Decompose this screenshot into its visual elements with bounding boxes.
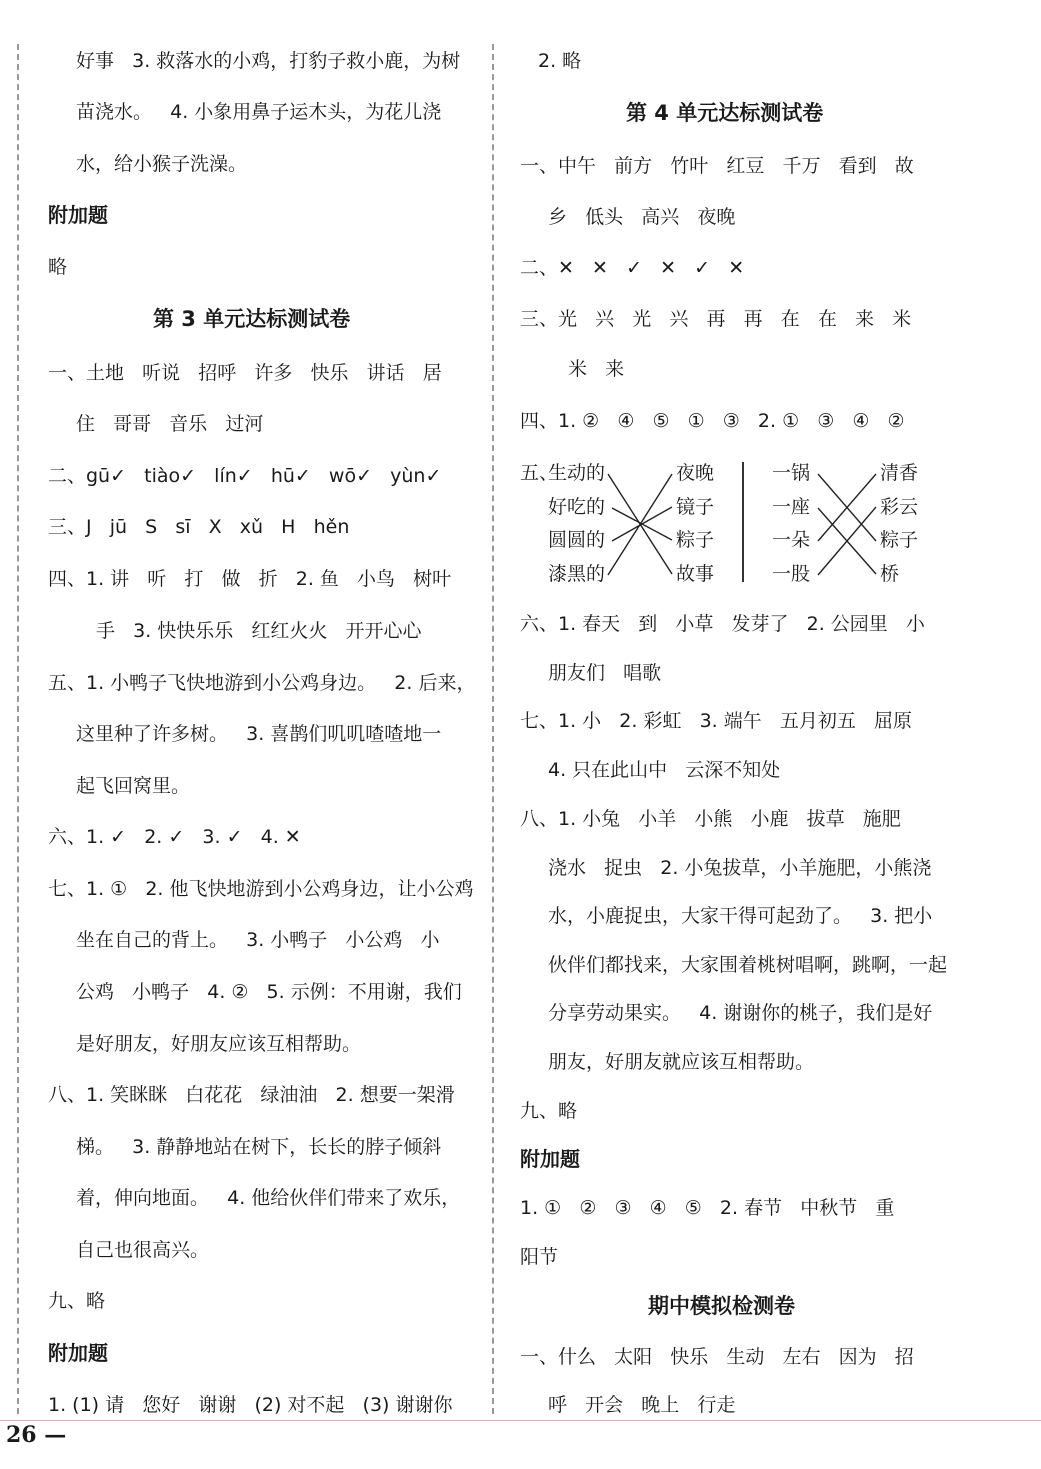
text-line: 六、1. ✓ 2. ✓ 3. ✓ 4. ✕: [48, 826, 301, 848]
text-line: 朋友，好朋友就应该互相帮助。: [548, 1051, 815, 1073]
text-line: 公鸡 小鸭子 4. ② 5. 示例：不用谢，我们: [76, 981, 462, 1003]
text-line: 一、土地 听说 招呼 许多 快乐 讲话 居: [48, 362, 442, 384]
match-item: 清香: [880, 462, 919, 484]
text-line: 呼 开会 晚上 行走: [548, 1394, 736, 1416]
text-line: 二、gū✓ tiào✓ lín✓ hū✓ wō✓ yùn✓: [48, 465, 442, 487]
question-label: 五、: [520, 462, 559, 484]
text-line: 水，给小猴子洗澡。: [76, 153, 248, 175]
text-line: 略: [48, 256, 68, 278]
text-line: 4. 只在此山中 云深不知处: [548, 759, 781, 781]
text-line: 米 来: [568, 358, 625, 380]
text-line: 苗浇水。 4. 小象用鼻子运木头，为花儿浇: [76, 101, 442, 123]
unit3-title: 第 3 单元达标测试卷: [153, 307, 351, 331]
text-line: 九、略: [48, 1290, 106, 1312]
fujia-title: 附加题: [520, 1147, 580, 1171]
text-line: 2. 略: [538, 50, 582, 72]
match-item: 圆圆的: [548, 529, 606, 551]
text-line: 这里种了许多树。 3. 喜鹊们叽叽喳喳地一: [76, 723, 442, 745]
text-line: 浇水 捉虫 2. 小兔拔草，小羊施肥，小熊浇: [548, 857, 932, 879]
match-item: 镜子: [676, 496, 715, 518]
text-line: 起飞回窝里。: [76, 775, 191, 797]
match-item: 一座: [772, 496, 811, 518]
text-line: 二、✕ ✕ ✓ ✕ ✓ ✕: [520, 257, 745, 279]
text-line: 坐在自己的背上。 3. 小鸭子 小公鸡 小: [76, 929, 440, 951]
text-line: 1. (1) 请 您好 谢谢 (2) 对不起 (3) 谢谢你: [48, 1394, 453, 1416]
text-line: 七、1. ① 2. 他飞快地游到小公鸡身边，让小公鸡: [48, 878, 474, 900]
text-line: 伙伴们都找来，大家围着桃树唱啊，跳啊，一起: [548, 954, 948, 976]
text-line: 分享劳动果实。 4. 谢谢你的桃子，我们是好: [548, 1002, 933, 1024]
text-line: 一、中午 前方 竹叶 红豆 千万 看到 故: [520, 155, 914, 177]
text-line: 三、光 兴 光 兴 再 再 在 在 来 米: [520, 308, 912, 330]
text-line: 是好朋友，好朋友应该互相帮助。: [76, 1033, 362, 1055]
text-line: 1. ① ② ③ ④ ⑤ 2. 春节 中秋节 重: [520, 1197, 895, 1219]
text-line: 九、略: [520, 1100, 578, 1122]
text-line: 着，伸向地面。 4. 他给伙伴们带来了欢乐，: [76, 1187, 461, 1209]
match-item: 粽子: [880, 529, 919, 551]
text-line: 八、1. 笑眯眯 白花花 绿油油 2. 想要一架滑: [48, 1084, 455, 1106]
text-line: 五、1. 小鸭子飞快地游到小公鸡身边。 2. 后来，: [48, 672, 476, 694]
match-item: 彩云: [880, 496, 919, 518]
footer-rule: [0, 1420, 1041, 1421]
page-number: 26 —: [6, 1422, 67, 1448]
match-item: 生动的: [548, 462, 606, 484]
text-line: 四、1. ② ④ ⑤ ① ③ 2. ① ③ ④ ②: [520, 410, 905, 432]
text-line: 六、1. 春天 到 小草 发芽了 2. 公园里 小: [520, 613, 925, 635]
match-item: 漆黑的: [548, 563, 606, 585]
unit4-title: 第 4 单元达标测试卷: [626, 101, 824, 125]
text-line: 朋友们 唱歌: [548, 662, 662, 684]
match-item: 桥: [880, 563, 900, 585]
match-item: 一朵: [772, 529, 811, 551]
text-line: 梯。 3. 静静地站在树下，长长的脖子倾斜: [76, 1136, 442, 1158]
fujia-title: 附加题: [48, 203, 108, 227]
text-line: 好事 3. 救落水的小鸡，打豹子救小鹿，为树: [76, 50, 461, 72]
text-line: 乡 低头 高兴 夜晚: [548, 206, 736, 228]
text-line: 水，小鹿捉虫，大家干得可起劲了。 3. 把小: [548, 905, 933, 927]
text-line: 住 哥哥 音乐 过河: [76, 413, 264, 435]
midterm-title: 期中模拟检测卷: [648, 1294, 795, 1318]
text-line: 自己也很高兴。: [76, 1239, 210, 1261]
match-item: 夜晚: [676, 462, 715, 484]
match-item: 一股: [772, 563, 811, 585]
text-line: 七、1. 小 2. 彩虹 3. 端午 五月初五 屈原: [520, 710, 912, 732]
text-line: 阳节: [520, 1246, 559, 1268]
text-line: 四、1. 讲 听 打 做 折 2. 鱼 小鸟 树叶: [48, 568, 452, 590]
fujia-title: 附加题: [48, 1341, 108, 1365]
match-item: 好吃的: [548, 496, 606, 518]
text-line: 三、J jū S sī X xǔ H hěn: [48, 516, 350, 538]
match-item: 一锅: [772, 462, 811, 484]
text-line: 八、1. 小兔 小羊 小熊 小鹿 拔草 施肥: [520, 808, 901, 830]
match-item: 故事: [676, 563, 715, 585]
match-item: 粽子: [676, 529, 715, 551]
text-line: 一、什么 太阳 快乐 生动 左右 因为 招: [520, 1346, 914, 1368]
text-line: 手 3. 快快乐乐 红红火火 开开心心: [96, 620, 422, 642]
